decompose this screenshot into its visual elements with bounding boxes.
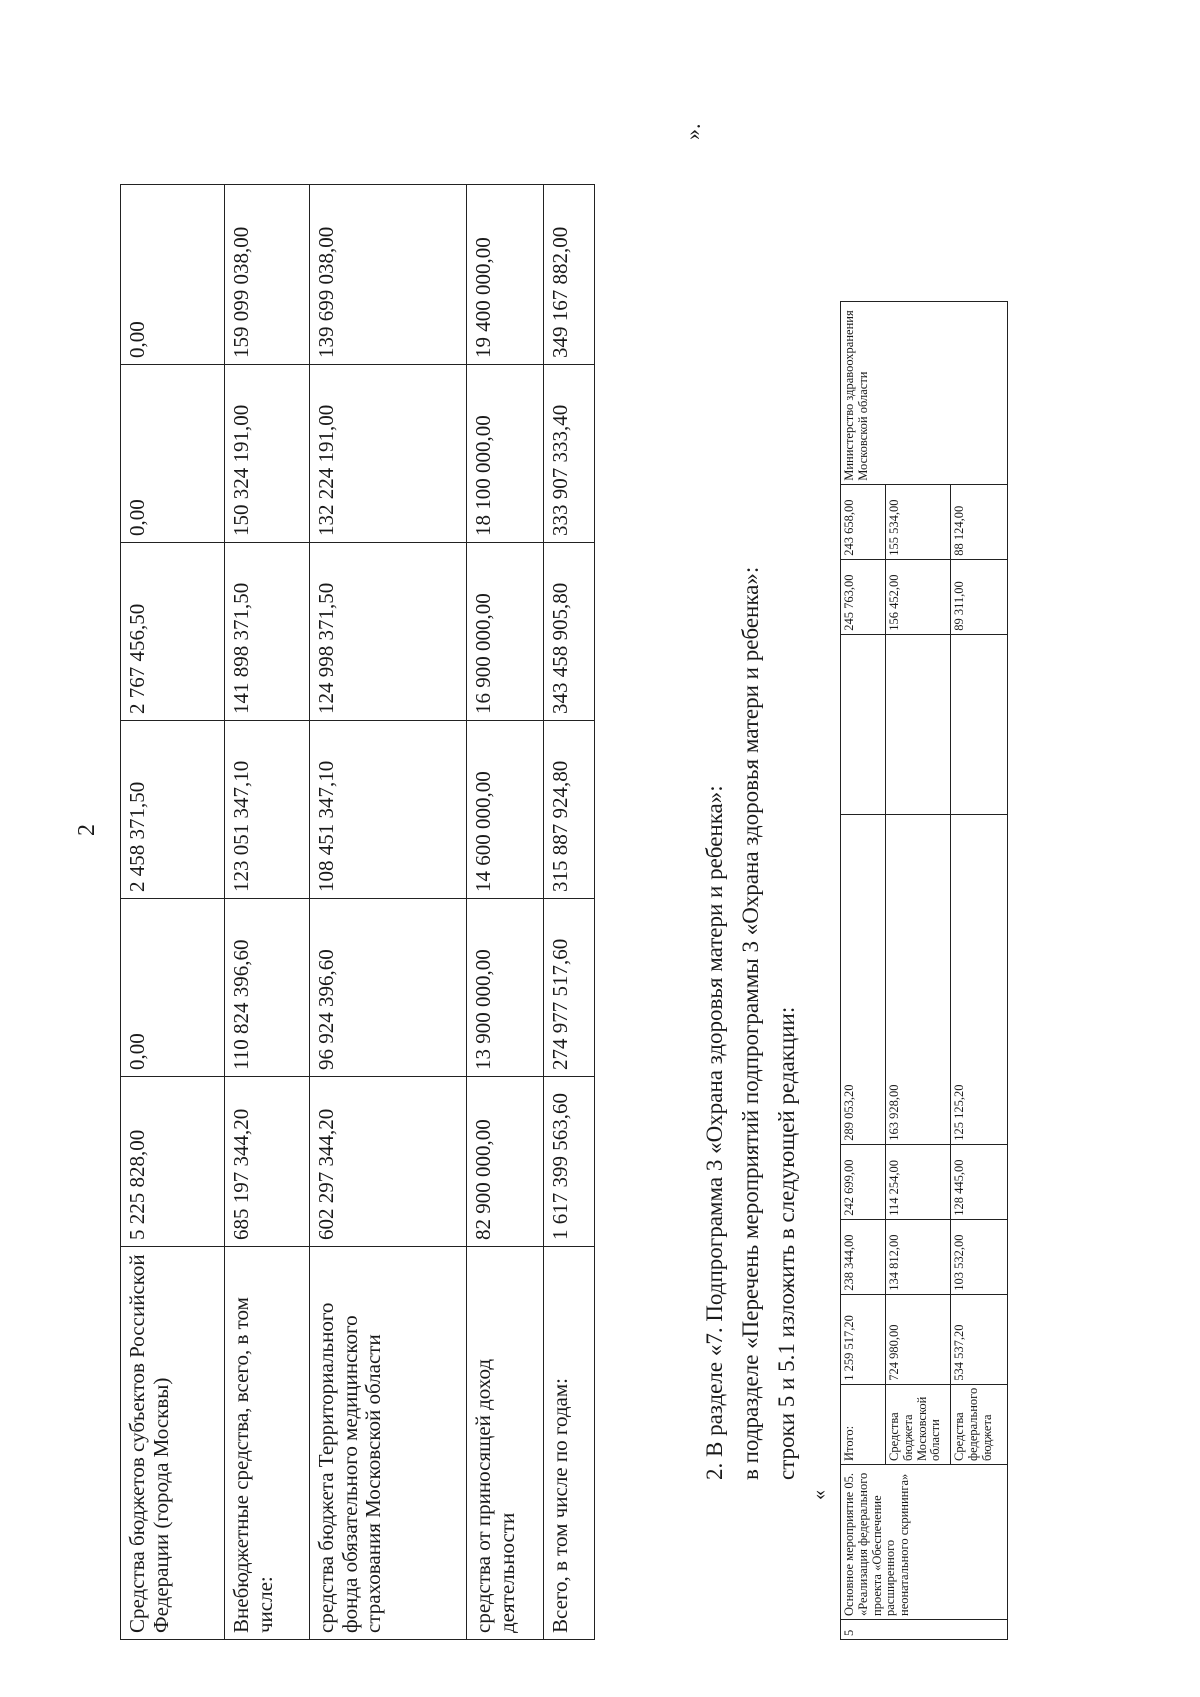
cell-value [841, 634, 886, 814]
cell-value: 123 051 347,10 [225, 721, 310, 899]
cell-value: 82 900 000,00 [467, 1077, 544, 1247]
paragraph-line-3: строки 5 и 5.1 изложить в следующей редакции: [774, 1006, 799, 1480]
cell-value: 155 534,00 [886, 484, 951, 559]
cell-value: 19 400 000,00 [467, 185, 544, 365]
cell-value: 5 225 828,00 [121, 1077, 225, 1247]
cell-value: 114 254,00 [886, 1144, 951, 1219]
cell-value: 349 167 882,00 [544, 185, 595, 365]
paragraph-line-2: в подразделе «Перечень мероприятий подпрограммы 3 «Охрана здоровья матери и ребенка»: [738, 566, 763, 1480]
row-label: Всего, в том числе по годам: [544, 1247, 595, 1640]
responsible-party: Министерство здравоохранения Московской области [841, 301, 1008, 484]
measure-name: Основное мероприятие 05. «Реализация федерального проекта «Обеспечение расширенного неонатального скрининга» [841, 1465, 1008, 1620]
cell-value: 0,00 [121, 185, 225, 365]
funding-source: Итого: [841, 1384, 886, 1464]
cell-value: 156 452,00 [886, 559, 951, 634]
cell-value: 724 980,00 [886, 1294, 951, 1384]
cell-value: 16 900 000,00 [467, 543, 544, 721]
cell-value: 245 763,00 [841, 559, 886, 634]
paragraph-line-1: 2. В разделе «7. Подпрограмма 3 «Охрана здоровья матери и ребенка»: [702, 785, 727, 1480]
cell-value: 163 928,00 [886, 814, 951, 1144]
cell-value: 108 451 347,10 [310, 721, 467, 899]
cell-value: 274 977 517,60 [544, 899, 595, 1077]
cell-value: 89 311,00 [951, 559, 1008, 634]
cell-value: 124 998 371,50 [310, 543, 467, 721]
table-row [121, 185, 225, 1640]
cell-value: 685 197 344,20 [225, 1077, 310, 1247]
closing-quote: ». [680, 123, 705, 140]
cell-value: 602 297 344,20 [310, 1077, 467, 1247]
cell-value: 139 699 038,00 [310, 185, 467, 365]
table-row [225, 185, 310, 1640]
cell-value: 132 224 191,00 [310, 365, 467, 543]
funding-table [120, 184, 595, 1640]
cell-value: 343 458 905,80 [544, 543, 595, 721]
cell-value: 128 445,00 [951, 1144, 1008, 1219]
cell-value: 2 767 456,50 [121, 543, 225, 721]
cell-value: 88 124,00 [951, 484, 1008, 559]
funding-source: Средства бюджета Московской области [886, 1384, 951, 1464]
row-label: средства бюджета Территориального фонда обязательного медицинского страхования Московской области [310, 1247, 467, 1640]
row-label: Внебюджетные средства, всего, в том числе: [225, 1247, 310, 1640]
table-row [841, 301, 886, 1639]
cell-value: 103 532,00 [951, 1219, 1008, 1294]
cell-value: 159 099 038,00 [225, 185, 310, 365]
cell-value: 96 924 396,60 [310, 899, 467, 1077]
cell-value: 534 537,20 [951, 1294, 1008, 1384]
cell-value: 238 344,00 [841, 1219, 886, 1294]
table-row [886, 301, 951, 1639]
row-label: средства от приносящей доход деятельности [467, 1247, 544, 1640]
page-number: 2 [74, 824, 100, 836]
cell-value: 242 699,00 [841, 1144, 886, 1219]
cell-value: 141 898 371,50 [225, 543, 310, 721]
table-row-total [544, 185, 595, 1640]
cell-value: 18 100 000,00 [467, 365, 544, 543]
cell-value: 1 617 399 563,60 [544, 1077, 595, 1247]
table-row [310, 185, 467, 1640]
cell-value [886, 634, 951, 814]
table-row [951, 301, 1008, 1639]
cell-value: 2 458 371,50 [121, 721, 225, 899]
cell-value: 14 600 000,00 [467, 721, 544, 899]
opening-quote: « [808, 1490, 830, 1500]
row-number: 5 [841, 1620, 1008, 1640]
cell-value: 289 053,20 [841, 814, 886, 1144]
cell-value: 110 824 396,60 [225, 899, 310, 1077]
cell-value: 0,00 [121, 365, 225, 543]
cell-value: 243 658,00 [841, 484, 886, 559]
cell-value: 333 907 333,40 [544, 365, 595, 543]
cell-value: 315 887 924,80 [544, 721, 595, 899]
funding-source: Средства федерального бюджета [951, 1384, 1008, 1464]
rotated-page-content [120, 70, 1020, 1640]
cell-value: 13 900 000,00 [467, 899, 544, 1077]
cell-value: 134 812,00 [886, 1219, 951, 1294]
cell-value: 150 324 191,00 [225, 365, 310, 543]
cell-value: 125 125,20 [951, 814, 1008, 1144]
row-label: Средства бюджетов субъектов Российской Федерации (города Москвы) [121, 1247, 225, 1640]
table-row [467, 185, 544, 1640]
measures-table [840, 301, 1008, 1640]
cell-value: 0,00 [121, 899, 225, 1077]
cell-value: 1 259 517,20 [841, 1294, 886, 1384]
cell-value [951, 634, 1008, 814]
